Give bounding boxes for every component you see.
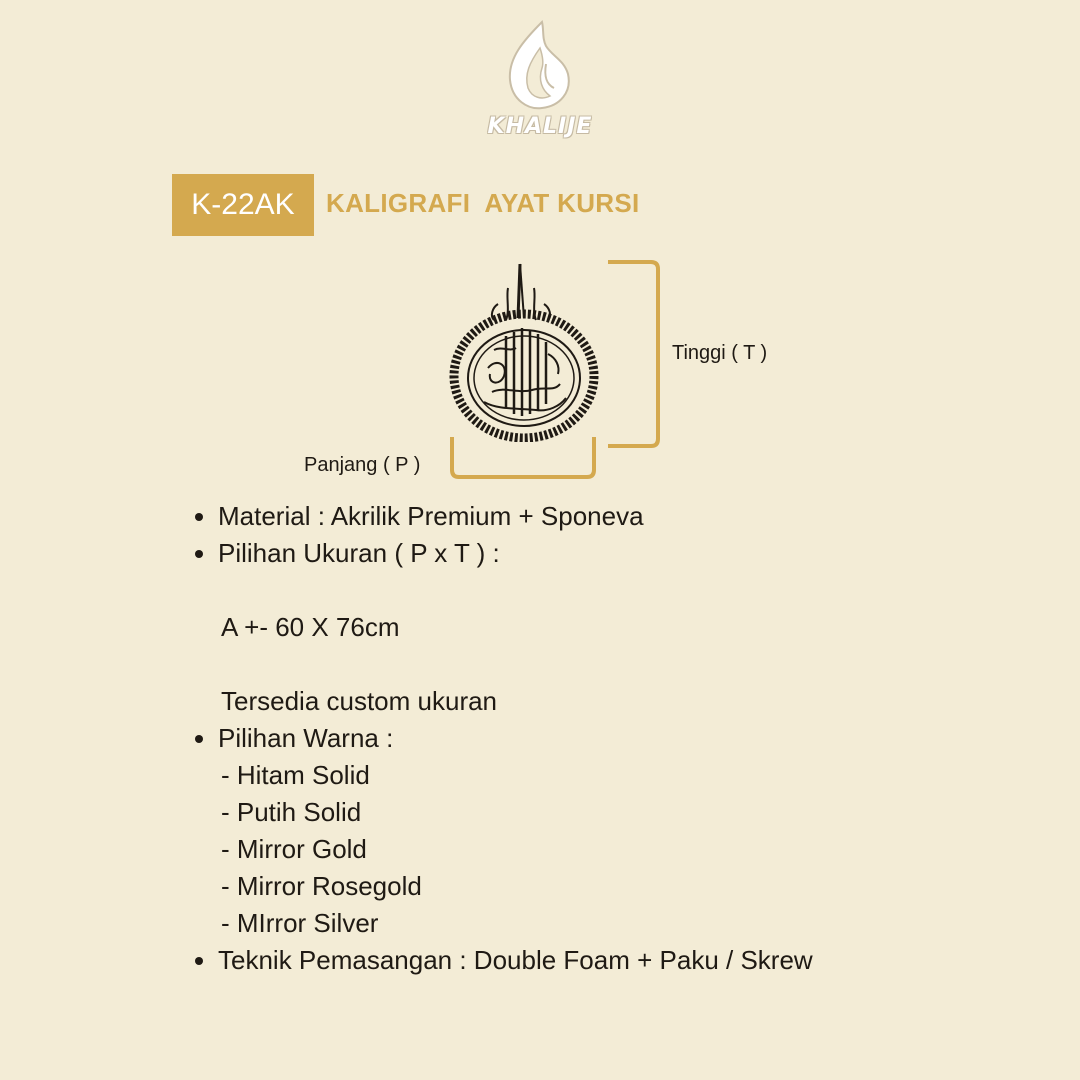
color-option: - Hitam Solid bbox=[221, 760, 370, 790]
spec-size-heading: Pilihan Ukuran ( P x T ) : bbox=[190, 535, 1050, 572]
spacer bbox=[190, 646, 1050, 683]
brand-wordmark: KHALIJE bbox=[487, 114, 593, 139]
width-bracket bbox=[452, 437, 594, 477]
height-label: Tinggi ( T ) bbox=[672, 342, 768, 364]
spec-list bbox=[190, 498, 1050, 979]
spec-installation: Teknik Pemasangan : Double Foam + Paku / Skrew bbox=[190, 942, 1050, 979]
color-option: - MIrror Silver bbox=[221, 908, 379, 938]
flame-logo-icon bbox=[480, 18, 600, 118]
spec-size-option: A +- 60 X 76cm bbox=[221, 612, 400, 642]
spec-material: Material : Akrilik Premium + Sponeva bbox=[190, 498, 1050, 535]
color-option: - Putih Solid bbox=[221, 797, 362, 827]
spacer bbox=[190, 572, 1050, 609]
product-title: KALIGRAFI AYAT KURSI bbox=[326, 188, 640, 218]
brand-logo bbox=[480, 18, 600, 148]
width-label: Panjang ( P ) bbox=[304, 454, 421, 476]
spec-color-heading: Pilihan Warna : bbox=[190, 720, 1050, 757]
height-bracket bbox=[608, 262, 658, 446]
color-option: - Mirror Gold bbox=[221, 834, 367, 864]
product-code-badge: K-22AK bbox=[172, 174, 314, 236]
calligraphy-artwork-icon bbox=[448, 258, 602, 442]
spec-custom-note: Tersedia custom ukuran bbox=[221, 686, 498, 716]
color-option: - Mirror Rosegold bbox=[221, 871, 422, 901]
